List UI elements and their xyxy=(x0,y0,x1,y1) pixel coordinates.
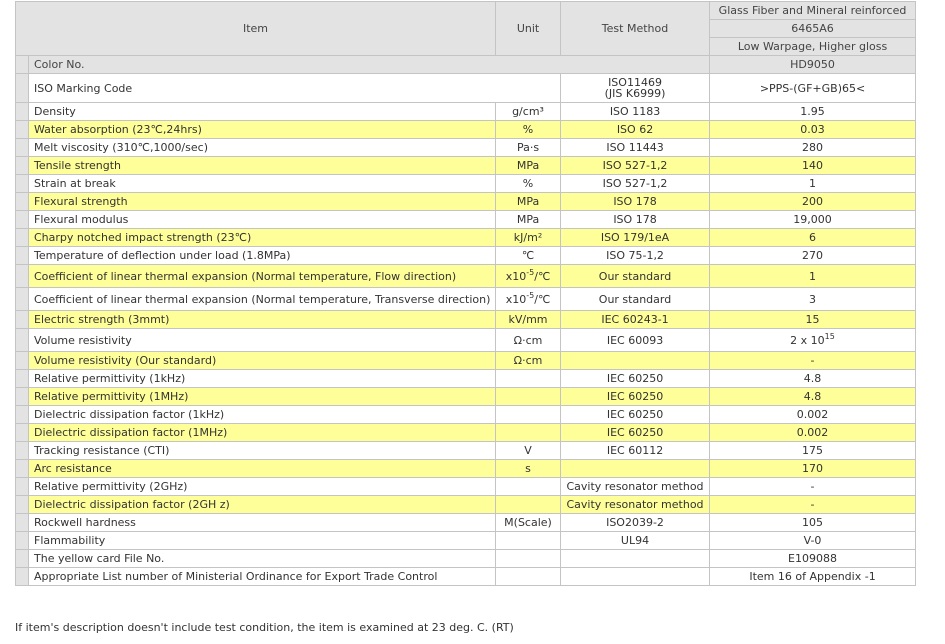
value-cell: 270 xyxy=(710,247,916,265)
header-grade: 6465A6 xyxy=(710,20,916,38)
unit-cell: Ω·cm xyxy=(496,329,561,352)
row-marker xyxy=(16,211,29,229)
item-cell: Rockwell hardness xyxy=(29,514,496,532)
value-cell: - xyxy=(710,478,916,496)
row-marker xyxy=(16,56,29,74)
row-marker xyxy=(16,406,29,424)
value-cell: 0.002 xyxy=(710,424,916,442)
table-row xyxy=(16,514,916,532)
header-feature: Low Warpage, Higher gloss xyxy=(710,38,916,56)
unit-cell xyxy=(496,478,561,496)
color-value: HD9050 xyxy=(710,56,916,74)
unit-cell xyxy=(496,532,561,550)
row-marker xyxy=(16,388,29,406)
table-row xyxy=(16,288,916,311)
table-row xyxy=(16,175,916,193)
row-marker xyxy=(16,496,29,514)
table-row xyxy=(16,532,916,550)
item-cell: Arc resistance xyxy=(29,460,496,478)
method-cell: ISO 11443 xyxy=(561,139,710,157)
marking-row xyxy=(16,74,916,103)
table-row xyxy=(16,265,916,288)
row-marker xyxy=(16,157,29,175)
method-cell: ISO 178 xyxy=(561,193,710,211)
table-row xyxy=(16,311,916,329)
unit-cell: kV/mm xyxy=(496,311,561,329)
item-cell: Flammability xyxy=(29,532,496,550)
row-marker xyxy=(16,568,29,586)
row-marker xyxy=(16,229,29,247)
value-cell: 170 xyxy=(710,460,916,478)
unit-cell: Pa·s xyxy=(496,139,561,157)
value-cell: 4.8 xyxy=(710,388,916,406)
method-cell: IEC 60250 xyxy=(561,370,710,388)
method-cell xyxy=(561,550,710,568)
row-marker xyxy=(16,311,29,329)
color-label: Color No. xyxy=(29,56,710,74)
item-cell: Tracking resistance (CTI) xyxy=(29,442,496,460)
unit-cell xyxy=(496,550,561,568)
method-cell: IEC 60250 xyxy=(561,406,710,424)
value-cell: E109088 xyxy=(710,550,916,568)
row-marker xyxy=(16,550,29,568)
table-row xyxy=(16,406,916,424)
value-cell: 140 xyxy=(710,157,916,175)
item-cell: Appropriate List number of Ministerial Ordinance for Export Trade Control xyxy=(29,568,496,586)
value-cell: 0.03 xyxy=(710,121,916,139)
table-row xyxy=(16,193,916,211)
value-cell: 19,000 xyxy=(710,211,916,229)
method-cell: IEC 60250 xyxy=(561,388,710,406)
table-row xyxy=(16,329,916,352)
row-marker xyxy=(16,139,29,157)
unit-cell: V xyxy=(496,442,561,460)
marking-label: ISO Marking Code xyxy=(29,74,561,103)
unit-cell: MPa xyxy=(496,193,561,211)
row-marker xyxy=(16,121,29,139)
row-marker xyxy=(16,460,29,478)
row-marker xyxy=(16,74,29,103)
table-row xyxy=(16,229,916,247)
table-row xyxy=(16,121,916,139)
item-cell: Melt viscosity (310℃,1000/sec) xyxy=(29,139,496,157)
unit-cell: Ω·cm xyxy=(496,352,561,370)
property-table xyxy=(15,1,916,586)
item-cell: Charpy notched impact strength (23℃) xyxy=(29,229,496,247)
row-marker xyxy=(16,329,29,352)
item-cell: Temperature of deflection under load (1.8MPa) xyxy=(29,247,496,265)
method-cell: Cavity resonator method xyxy=(561,478,710,496)
item-cell: Coefficient of linear thermal expansion (Normal temperature, Transverse direction) xyxy=(29,288,496,311)
method-cell: Cavity resonator method xyxy=(561,496,710,514)
row-marker xyxy=(16,478,29,496)
unit-cell xyxy=(496,265,561,288)
item-cell: Volume resistivity (Our standard) xyxy=(29,352,496,370)
value-cell-base: 2 x 10 xyxy=(790,333,825,347)
item-cell: Relative permittivity (1MHz) xyxy=(29,388,496,406)
table-row xyxy=(16,496,916,514)
marking-method xyxy=(561,74,710,103)
unit-cell-base: x10 xyxy=(505,292,527,306)
value-cell: 15 xyxy=(710,311,916,329)
value-cell: - xyxy=(710,496,916,514)
method-cell xyxy=(561,352,710,370)
item-cell: Electric strength (3mmt) xyxy=(29,311,496,329)
row-marker xyxy=(16,352,29,370)
value-cell: 280 xyxy=(710,139,916,157)
marking-method-line1: ISO11469 xyxy=(608,76,662,89)
method-cell: IEC 60112 xyxy=(561,442,710,460)
row-marker xyxy=(16,247,29,265)
unit-cell: M(Scale) xyxy=(496,514,561,532)
item-cell: The yellow card File No. xyxy=(29,550,496,568)
item-cell: Relative permittivity (1kHz) xyxy=(29,370,496,388)
method-cell: UL94 xyxy=(561,532,710,550)
marking-value: >PPS-(GF+GB)65< xyxy=(710,74,916,103)
item-cell: Volume resistivity xyxy=(29,329,496,352)
value-cell: 200 xyxy=(710,193,916,211)
method-cell: IEC 60093 xyxy=(561,329,710,352)
unit-cell: s xyxy=(496,460,561,478)
method-cell: ISO 178 xyxy=(561,211,710,229)
unit-cell: g/cm³ xyxy=(496,103,561,121)
table-row xyxy=(16,247,916,265)
method-cell: Our standard xyxy=(561,265,710,288)
method-cell: IEC 60243-1 xyxy=(561,311,710,329)
value-cell: 4.8 xyxy=(710,370,916,388)
value-cell: 3 xyxy=(710,288,916,311)
row-marker xyxy=(16,193,29,211)
table-row xyxy=(16,442,916,460)
marking-method-line2: (JIS K6999) xyxy=(604,87,666,100)
unit-cell-suffix: /℃ xyxy=(534,269,551,283)
item-cell: Relative permittivity (2GHz) xyxy=(29,478,496,496)
method-cell: ISO2039-2 xyxy=(561,514,710,532)
table-row xyxy=(16,352,916,370)
table-row xyxy=(16,550,916,568)
unit-cell: % xyxy=(496,175,561,193)
method-cell xyxy=(561,568,710,586)
row-marker xyxy=(16,288,29,311)
unit-cell xyxy=(496,496,561,514)
item-cell: Dielectric dissipation factor (1MHz) xyxy=(29,424,496,442)
unit-cell xyxy=(496,406,561,424)
value-cell: 1 xyxy=(710,175,916,193)
unit-cell-base: x10 xyxy=(505,269,527,283)
unit-cell xyxy=(496,288,561,311)
unit-cell-exponent: -5 xyxy=(526,290,535,300)
unit-cell: kJ/m² xyxy=(496,229,561,247)
header-unit: Unit xyxy=(496,2,561,56)
method-cell xyxy=(561,460,710,478)
item-cell: Flexural strength xyxy=(29,193,496,211)
method-cell: Our standard xyxy=(561,288,710,311)
value-cell xyxy=(710,329,916,352)
item-cell: Coefficient of linear thermal expansion (Normal temperature, Flow direction) xyxy=(29,265,496,288)
method-cell: ISO 179/1eA xyxy=(561,229,710,247)
header-item: Item xyxy=(16,2,496,56)
method-cell: ISO 527-1,2 xyxy=(561,157,710,175)
item-cell: Flexural modulus xyxy=(29,211,496,229)
table-row xyxy=(16,424,916,442)
row-marker xyxy=(16,532,29,550)
item-cell: Dielectric dissipation factor (2GH z) xyxy=(29,496,496,514)
value-cell: - xyxy=(710,352,916,370)
item-cell: Tensile strength xyxy=(29,157,496,175)
method-cell: IEC 60250 xyxy=(561,424,710,442)
table-row xyxy=(16,460,916,478)
item-cell: Density xyxy=(29,103,496,121)
unit-cell-suffix: /℃ xyxy=(534,292,551,306)
row-marker xyxy=(16,424,29,442)
unit-cell: MPa xyxy=(496,157,561,175)
value-cell: 175 xyxy=(710,442,916,460)
unit-cell xyxy=(496,568,561,586)
row-marker xyxy=(16,175,29,193)
unit-cell: % xyxy=(496,121,561,139)
value-cell: Item 16 of Appendix -1 xyxy=(710,568,916,586)
header-product-group: Glass Fiber and Mineral reinforced xyxy=(710,2,916,20)
row-marker xyxy=(16,103,29,121)
method-cell: ISO 1183 xyxy=(561,103,710,121)
row-marker xyxy=(16,370,29,388)
table-row xyxy=(16,139,916,157)
unit-cell xyxy=(496,424,561,442)
row-marker xyxy=(16,265,29,288)
value-cell: 6 xyxy=(710,229,916,247)
value-cell: V-0 xyxy=(710,532,916,550)
table-row xyxy=(16,388,916,406)
item-cell: Dielectric dissipation factor (1kHz) xyxy=(29,406,496,424)
table-row xyxy=(16,478,916,496)
unit-cell: MPa xyxy=(496,211,561,229)
method-cell: ISO 527-1,2 xyxy=(561,175,710,193)
value-cell: 1.95 xyxy=(710,103,916,121)
table-row xyxy=(16,157,916,175)
value-cell: 105 xyxy=(710,514,916,532)
item-cell: Water absorption (23℃,24hrs) xyxy=(29,121,496,139)
unit-cell: ℃ xyxy=(496,247,561,265)
unit-cell xyxy=(496,370,561,388)
table-row xyxy=(16,568,916,586)
method-cell: ISO 62 xyxy=(561,121,710,139)
value-cell: 1 xyxy=(710,265,916,288)
unit-cell xyxy=(496,388,561,406)
row-marker xyxy=(16,442,29,460)
header-test-method: Test Method xyxy=(561,2,710,56)
unit-cell-exponent: -5 xyxy=(526,267,535,277)
footnote: If item's description doesn't include test condition, the item is examined at 23 deg. C. (RT) xyxy=(15,621,514,634)
value-cell: 0.002 xyxy=(710,406,916,424)
method-cell: ISO 75-1,2 xyxy=(561,247,710,265)
table-row xyxy=(16,211,916,229)
table-row xyxy=(16,370,916,388)
value-cell-exponent: 15 xyxy=(824,331,835,341)
table-row xyxy=(16,103,916,121)
color-row xyxy=(16,56,916,74)
item-cell: Strain at break xyxy=(29,175,496,193)
row-marker xyxy=(16,514,29,532)
